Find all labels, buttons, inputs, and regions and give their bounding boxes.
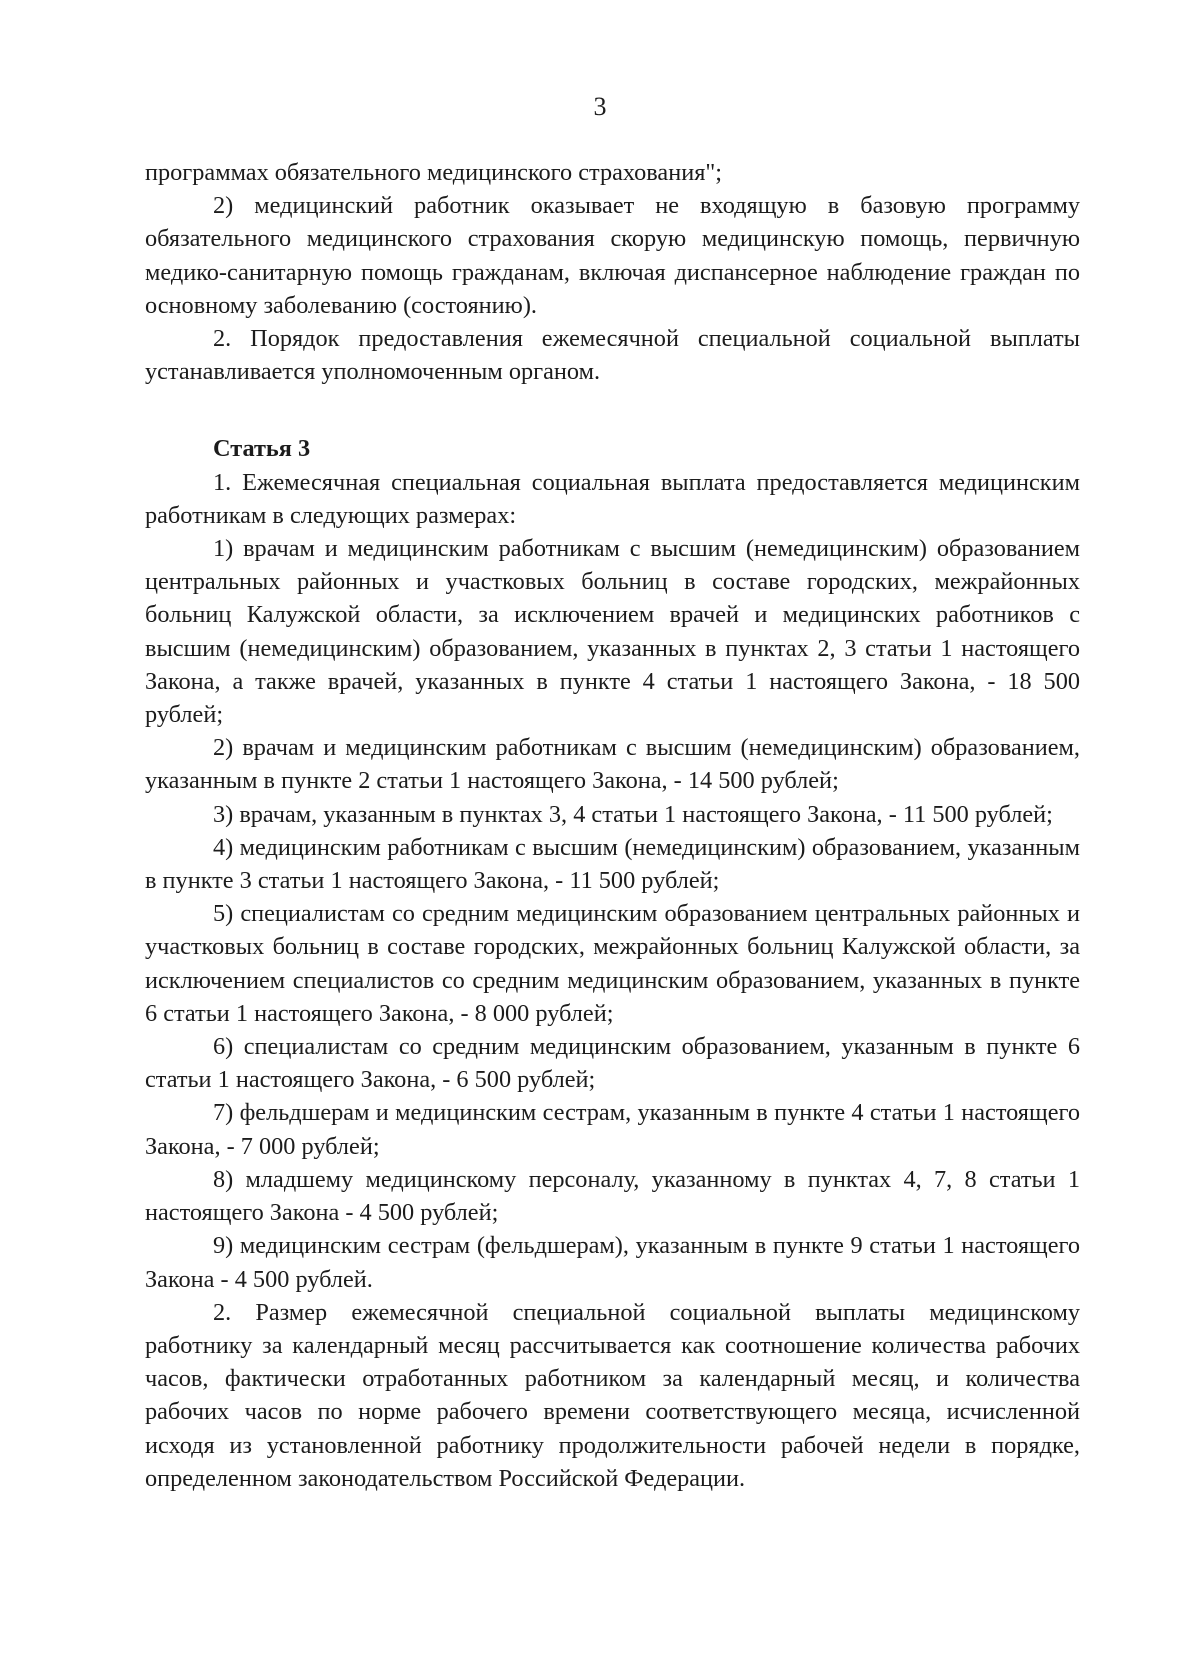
document-body bbox=[145, 156, 1080, 1495]
article-paragraph-2: 2. Размер ежемесячной специальной социальной выплаты медицинскому работнику за календарный месяц рассчитывается как соотношение количества рабочих часов, фактически отработанных работником за календарный месяц, и количества рабочих часов по норме рабочего времени соответствующего месяца, исчисленной исходя из установленной работнику продолжительности рабочей недели в порядке, определенном законодательством Российской Федерации. bbox=[145, 1298, 1080, 1492]
list-item-6: 6) специалистам со средним медицинским образованием, указанным в пункте 6 статьи 1 настоящего Закона, - 6 500 рублей; bbox=[145, 1033, 1080, 1094]
article-heading: Статья 3 bbox=[213, 435, 311, 463]
list-item-1: 1) врачам и медицинским работникам с высшим (немедицинским) образованием центральных районных и участковых больниц в составе городских, межрайонных больниц Калужской области, за исключением врачей и медицинских работников с высшим (немедицинским) образованием, указанных в пунктах 2, 3 статьи 1 настоящего Закона, а также врачей, указанных в пункте 4 статьи 1 настоящего Закона, - 18 500 рублей; bbox=[145, 535, 1080, 729]
page-number: 3 bbox=[593, 92, 607, 121]
list-item-5: 5) специалистам со средним медицинским образованием центральных районных и участковых больниц в составе городских, межрайонных больниц Калужской области, за исключением специалистов со средним медицинским образованием, указанных в пункте 6 статьи 1 настоящего Закона, - 8 000 рублей; bbox=[145, 900, 1080, 1027]
paragraph-continuation: программах обязательного медицинского страхования"; bbox=[145, 159, 723, 186]
paragraph-item-2: 2) медицинский работник оказывает не входящую в базовую программу обязательного медицинского страхования скорую медицинскую помощь, первичную медико-санитарную помощь гражданам, включая диспансерное наблюдение граждан по основному заболеванию (состоянию). bbox=[145, 192, 1080, 319]
list-item-7: 7) фельдшерам и медицинским сестрам, указанным в пункте 4 статьи 1 настоящего Закона, - 7 000 рублей; bbox=[145, 1099, 1080, 1160]
list-item-9: 9) медицинским сестрам (фельдшерам), указанным в пункте 9 статьи 1 настоящего Закона - 4 500 рублей. bbox=[145, 1232, 1080, 1293]
list-item-8: 8) младшему медицинскому персоналу, указанному в пунктах 4, 7, 8 статьи 1 настоящего Закона - 4 500 рублей; bbox=[145, 1165, 1080, 1227]
list-item-3: 3) врачам, указанным в пунктах 3, 4 статьи 1 настоящего Закона, - 11 500 рублей; bbox=[213, 800, 1053, 828]
list-item-4: 4) медицинским работникам с высшим (немедицинским) образованием, указанным в пункте 3 статьи 1 настоящего Закона, - 11 500 рублей; bbox=[145, 833, 1080, 895]
paragraph-procedure: 2. Порядок предоставления ежемесячной специальной социальной выплаты устанавливается уполномоченным органом. bbox=[145, 325, 1080, 386]
list-item-2: 2) врачам и медицинским работникам с высшим (немедицинским) образованием, указанным в пункте 2 статьи 1 настоящего Закона, - 14 500 рублей; bbox=[145, 734, 1080, 795]
article-paragraph-1: 1. Ежемесячная специальная социальная выплата предоставляется медицинским работникам в следующих размерах: bbox=[145, 468, 1080, 529]
